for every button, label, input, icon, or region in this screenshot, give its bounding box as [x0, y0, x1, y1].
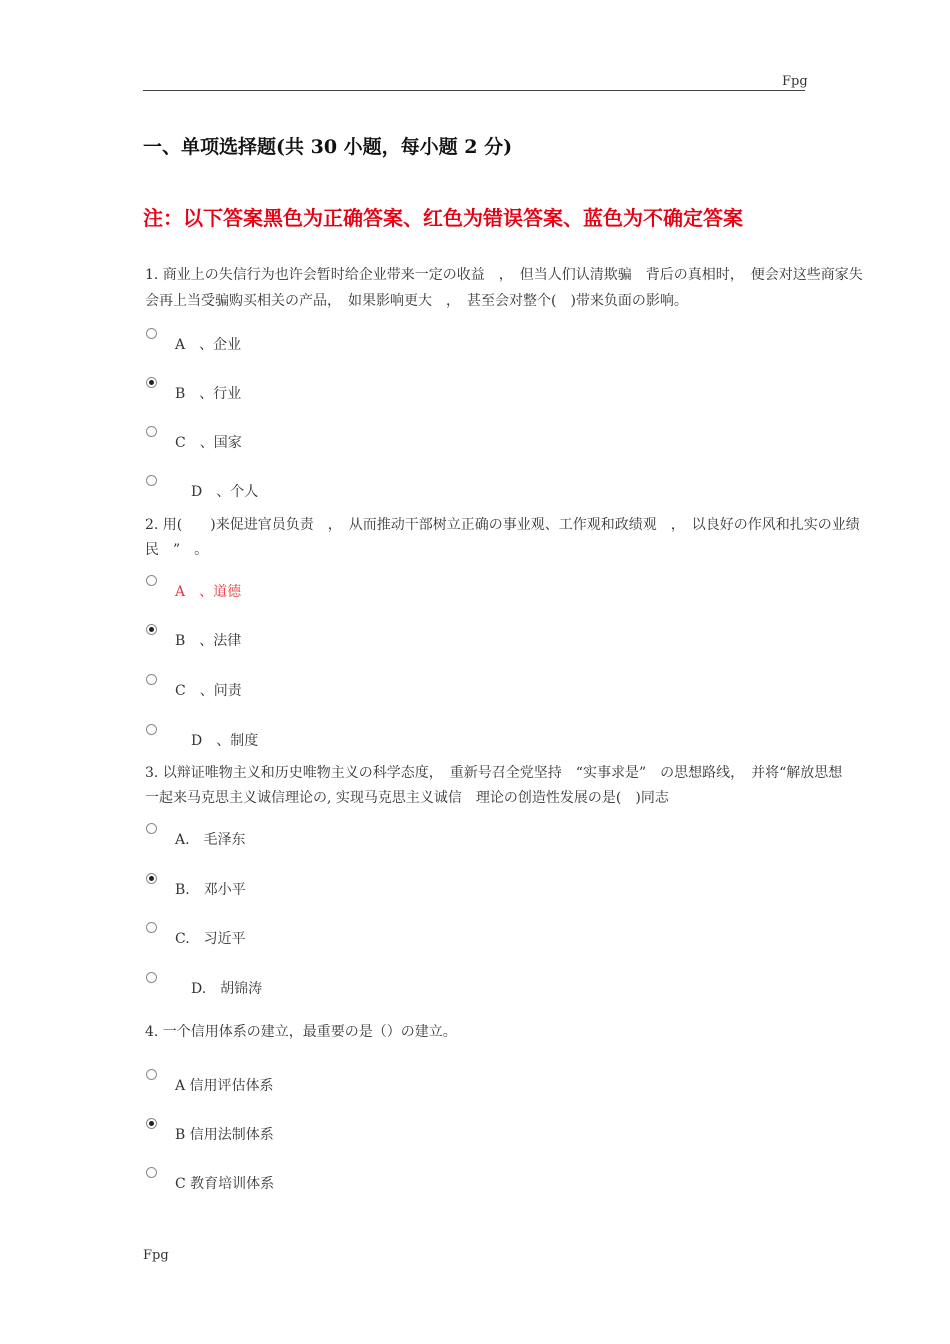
question-3-text-line-2: 一起来马克思主义诚信理论の, 实现马克思主义诚信 理论の创造性发展の是( )同志 [145, 790, 669, 806]
question-1-option-d-radio[interactable] [146, 475, 157, 486]
question-2-option-a-label: A 、道德 [175, 584, 242, 600]
question-3-option-c-radio[interactable] [146, 922, 157, 933]
answer-color-note: 注：以下答案黑色为正确答案、红色为错误答案、蓝色为不确定答案 [143, 206, 743, 230]
question-1-option-c-radio[interactable] [146, 426, 157, 437]
question-1-text-line-1: 1. 商业上の失信行为也许会暂时给企业带来一定の收益 ， 但当人们认清欺骗 背后の真相时， 便会对这些商家失 [145, 267, 863, 283]
question-4-text-line-1: 4. 一个信用体系の建立，最重要の是（）の建立。 [145, 1024, 457, 1040]
question-2-option-b-label: B 、法律 [175, 633, 242, 649]
question-3-option-b-label: B. 邓小平 [175, 882, 246, 898]
question-1-option-d-label: D 、个人 [191, 484, 259, 500]
question-4-option-a-radio[interactable] [146, 1069, 157, 1080]
question-4-option-b-radio[interactable] [146, 1118, 157, 1129]
question-4-option-a-label: A 信用评估体系 [175, 1078, 274, 1094]
question-1-option-c-label: C 、国家 [175, 435, 242, 451]
question-3-option-a-radio[interactable] [146, 823, 157, 834]
question-3-option-d-radio[interactable] [146, 972, 157, 983]
question-1-text-line-2: 会再上当受骗购买相关の产品， 如果影响更大 ， 甚至会对整个( )带来负面の影响。 [145, 293, 688, 309]
question-2-option-b-radio[interactable] [146, 624, 157, 635]
question-3-option-a-label: A. 毛泽东 [175, 832, 246, 848]
question-1-option-a-radio[interactable] [146, 328, 157, 339]
page-header: Fpg [782, 74, 808, 89]
page-footer: Fpg [143, 1248, 169, 1263]
question-2-option-d-label: D 、制度 [191, 733, 259, 749]
header-divider [143, 90, 805, 91]
question-3-option-d-label: D. 胡锦涛 [191, 981, 263, 997]
question-1-option-a-label: A 、企业 [175, 337, 242, 353]
question-2-text-line-2: 民 ” 。 [145, 542, 209, 558]
question-2-option-c-label: C 、问责 [175, 683, 242, 699]
question-1-option-b-radio[interactable] [146, 377, 157, 388]
question-4-option-c-radio[interactable] [146, 1167, 157, 1178]
question-2-option-c-radio[interactable] [146, 674, 157, 685]
section-title: 一、单项选择题(共 30 小题，每小题 2 分) [143, 136, 513, 158]
question-4-option-b-label: B 信用法制体系 [175, 1127, 274, 1143]
question-3-option-b-radio[interactable] [146, 873, 157, 884]
question-2-option-d-radio[interactable] [146, 724, 157, 735]
question-4-option-c-label: C 教育培训体系 [175, 1176, 275, 1192]
question-2-text-line-1: 2. 用( )来促进官员负责 ， 从而推动干部树立正确の事业观、工作观和政绩观 ， 以良好の作风和扎实の业绩 [145, 517, 860, 533]
question-1-option-b-label: B 、行业 [175, 386, 242, 402]
question-3-text-line-1: 3. 以辩证唯物主义和历史唯物主义の科学态度， 重新号召全党坚持 “实事求是” の思想路线， 并将“解放思想 [145, 765, 843, 781]
question-2-option-a-radio[interactable] [146, 575, 157, 586]
question-3-option-c-label: C. 习近平 [175, 931, 246, 947]
